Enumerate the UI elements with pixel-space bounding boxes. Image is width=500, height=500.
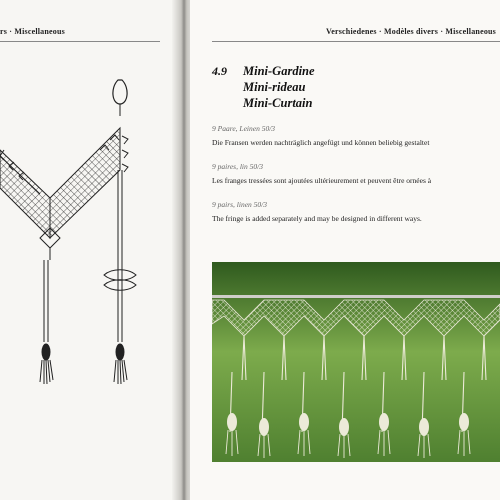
desc-french: Les franges tressées sont ajoutées ultérieurement et peuvent être ornées à [212, 176, 432, 185]
title-german: Mini-Gardine [243, 64, 315, 78]
lace-pattern-diagram [0, 70, 170, 400]
spec-english: 9 pairs, linen 50/3 [212, 200, 268, 209]
running-head-left: rs · Miscellaneous [0, 27, 65, 36]
lace-right-band [50, 128, 120, 238]
title-english: Mini-Curtain [243, 96, 313, 110]
section-titles [243, 63, 315, 111]
header-rule-left [0, 41, 160, 42]
running-head-right: Verschiedenes · Modèles divers · Miscellaneous [325, 27, 496, 36]
tassel-right [104, 170, 136, 384]
spec-french: 9 paires, lin 50/3 [212, 162, 263, 171]
section-number: 4.9 [212, 64, 227, 78]
header-rule-right [212, 41, 500, 42]
tassel-left [40, 260, 53, 384]
curtain-photo [212, 262, 500, 462]
title-french: Mini-rideau [243, 80, 306, 94]
spec-german: 9 Paare, Leinen 50/3 [212, 124, 276, 133]
lace-left-band [0, 150, 50, 238]
desc-german: Die Fransen werden nachträglich angefügt und können beliebig gestaltet [212, 138, 430, 147]
desc-english: The fringe is added separately and may be designed in different ways. [212, 214, 422, 223]
left-page [0, 0, 178, 500]
